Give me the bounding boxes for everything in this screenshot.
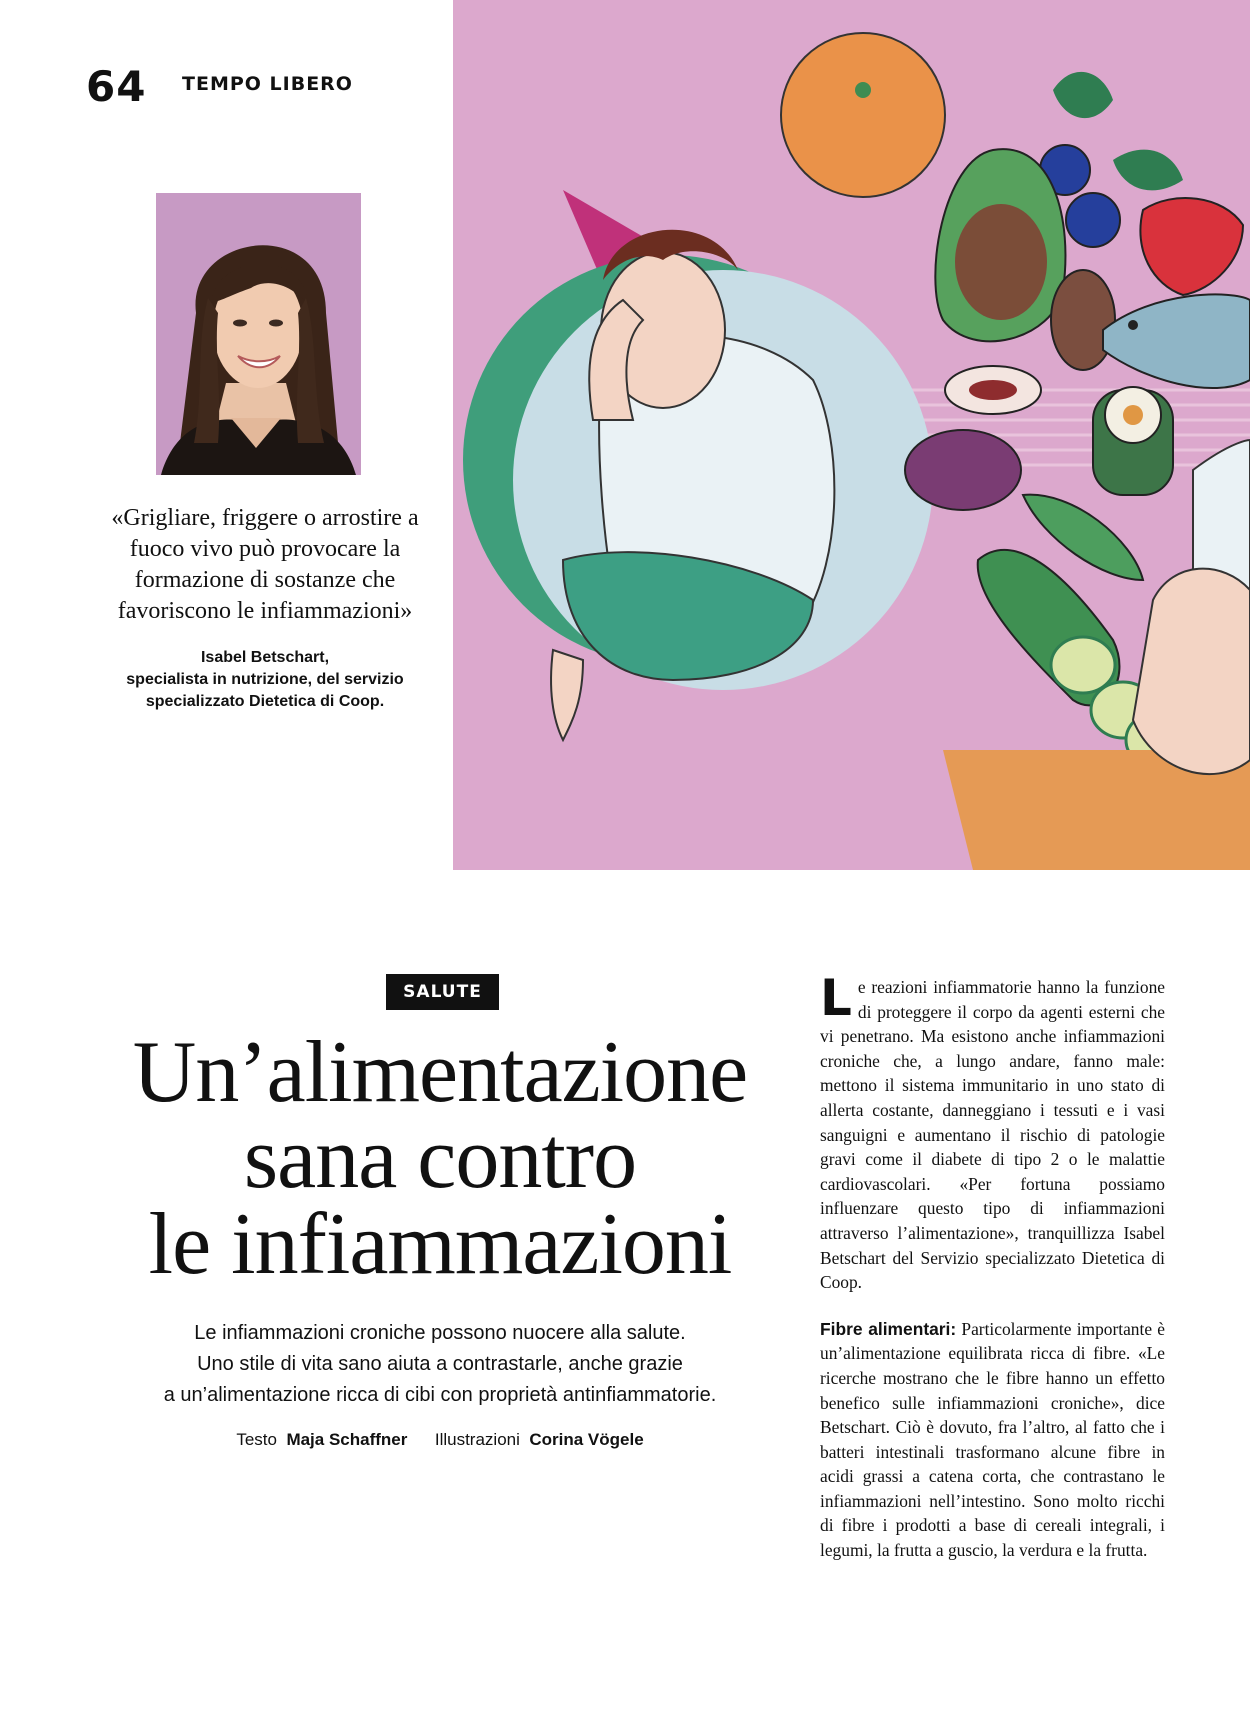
paragraph-subhead: Fibre alimentari: [820,1318,957,1339]
article-title-line: Un’alimentazione [132,1024,748,1121]
article-body [820,969,1165,1585]
paragraph-text: e reazioni infiammatorie hanno la funzione di proteggere il corpo da agenti esterni che vi penetrano. Ma esistono anche infiammazioni croniche che, a lungo andare, fanno male: mettono il sistema immunitario in uno stato di allerta costante, danneggiano i tessuti e i vasi sanguigni e aumentano il rischio di patologie gravi come il diabete di tipo 2 o le malattie cardiovascolari. «Per fortuna possiamo influenzare questo tipo di infiammazioni attraverso l’alimentazione», tranquillizza Isabel Betschart del Servizio specializzato Dietetica di Coop. [820,977,1165,1293]
illustration-image [453,0,1250,870]
page-number: 64 [86,62,147,111]
quote-author-name: Isabel Betschart, [200,649,330,666]
quote-attribution [110,647,420,713]
article-lead-line: Le infiammazioni croniche possono nuocere alla salute. [194,1322,686,1344]
quote-author-role: specialista in nutrizione, del servizio [126,671,404,688]
credit-text-author: Maja Schaffner [286,1430,408,1449]
category-badge: SALUTE [386,974,499,1010]
pull-quote: «Grigliare, friggere o arrostire a fuoco vivo può provocare la formazione di sostanze che favoriscono le infiammazioni» [111,505,419,624]
expert-portrait [156,193,361,475]
article-title-line: le infiammazioni [148,1196,732,1293]
section-name: TEMPO LIBERO [182,73,353,95]
paragraph-text: Particolarmente importante è un’alimentazione equilibrata ricca di fibre. «Le ricerche mostrano che le fibre hanno un effetto benefico sulle infiammazioni croniche», dice Betschart. Ciò è dovuto, fra l’altro, al fatto che i batteri intestinali trasformano alcune fibre in acidi grassi a catena corta, che contrastano le infiammazioni nell’intestino. Sono molto ricchi di fibre i prodotti a base di cereali integrali, i legumi, la frutta a guscio, la verdura e la frutta. [820,1318,1165,1561]
paragraph [820,1317,1165,1563]
paragraph [820,969,1165,1295]
article-lead-line: Uno stile di vita sano aiuta a contrastarle, anche grazie [197,1353,683,1375]
article-title-line: sana contro [243,1110,637,1207]
portrait-image [156,193,361,475]
article-lead [110,1318,770,1411]
credit-illustration-label: Illustrazioni [434,1430,520,1449]
credit-text-label: Testo [236,1430,277,1449]
article-lead-line: a un’alimentazione ricca di cibi con proprietà antinfiammatorie. [163,1384,717,1406]
illustration [453,0,1250,870]
credit-illustrator: Corina Vögele [529,1430,644,1449]
drop-cap: L [820,969,852,1027]
quote-author-role: specializzato Dietetica di Coop. [145,693,385,710]
article-title [90,1024,790,1293]
article-credits [110,1430,770,1450]
